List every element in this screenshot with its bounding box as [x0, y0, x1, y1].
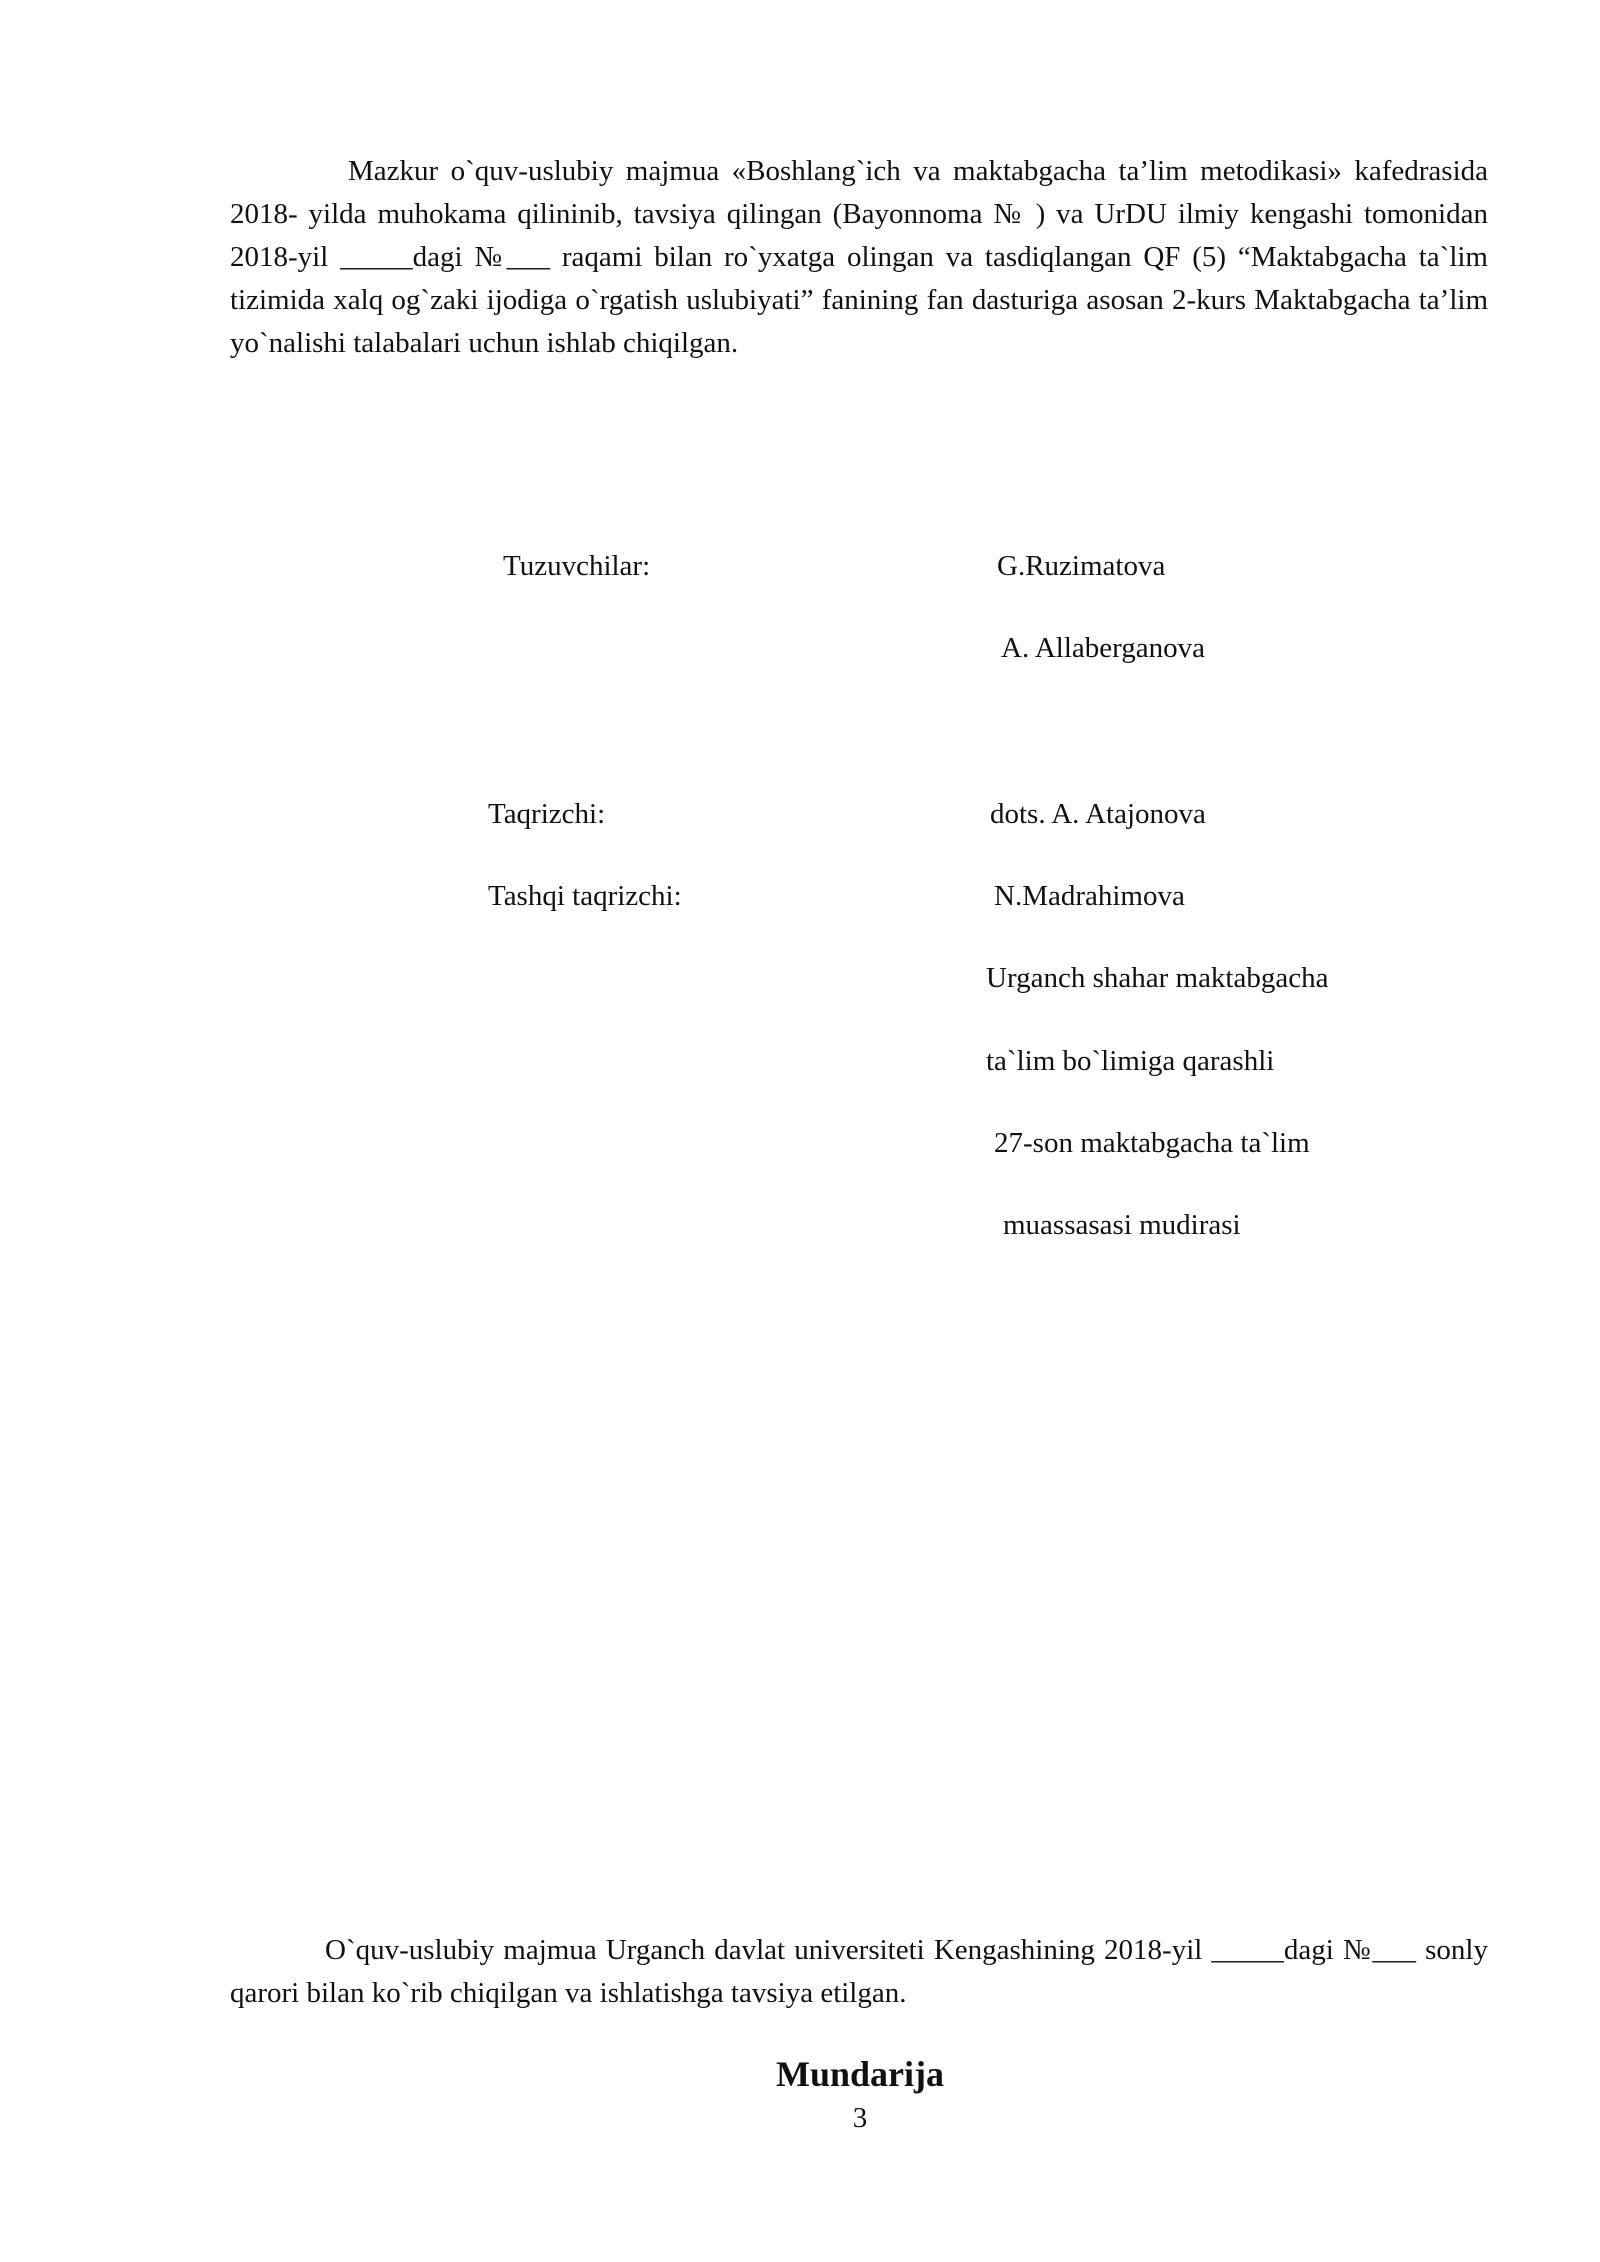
external-reviewer-label: Tashqi taqrizchi:	[488, 880, 682, 912]
external-reviewer-position-line: muassasasi mudirasi	[1003, 1209, 1241, 1241]
external-reviewer-position-line: ta`lim bo`limiga qarashli	[986, 1045, 1275, 1077]
external-reviewer-position-line: 27-son maktabgacha ta`lim	[994, 1127, 1310, 1159]
external-reviewer-position-line: Urganch shahar maktabgacha	[986, 962, 1329, 994]
compiler-name-2: A. Allaberganova	[1001, 632, 1206, 664]
reviewer-name: dots. A. Atajonova	[990, 798, 1206, 830]
approval-paragraph: O`quv-uslubiy majmua Urganch davlat universiteti Kengashining 2018-yil _____dagi №___ sonly qarori bilan ko`rib chiqilgan va ishlatishga tavsiya etilgan.	[230, 1934, 1488, 2009]
intro-paragraph: Mazkur o`quv-uslubiy majmua «Boshlang`ich va maktabgacha ta’lim metodikasi» kafedrasida 2018- yilda muhokama qilininib, tavsiya qilingan (Bayonnoma № ) va UrDU ilmiy kengashi tomonidan 2018-yil _____dagi №___ raqami bilan ro`yxatga olingan va tasdiqlangan QF (5) “Maktabgacha ta`lim tizimida xalq og`zaki ijodiga o`rgatish uslubiyati” fanining fan dasturiga asosan 2-kurs Maktabgacha ta’lim yo`nalishi talabalari uchun ishlab chiqilgan.	[230, 155, 1488, 359]
reviewer-label: Taqrizchi:	[488, 798, 606, 830]
compiler-name-1: G.Ruzimatova	[997, 550, 1166, 582]
external-reviewer-name: N.Madrahimova	[994, 880, 1185, 912]
compilers-label: Tuzuvchilar:	[503, 550, 651, 582]
page-number: 3	[852, 2102, 868, 2134]
section-heading: Mundarija	[775, 2054, 944, 2094]
